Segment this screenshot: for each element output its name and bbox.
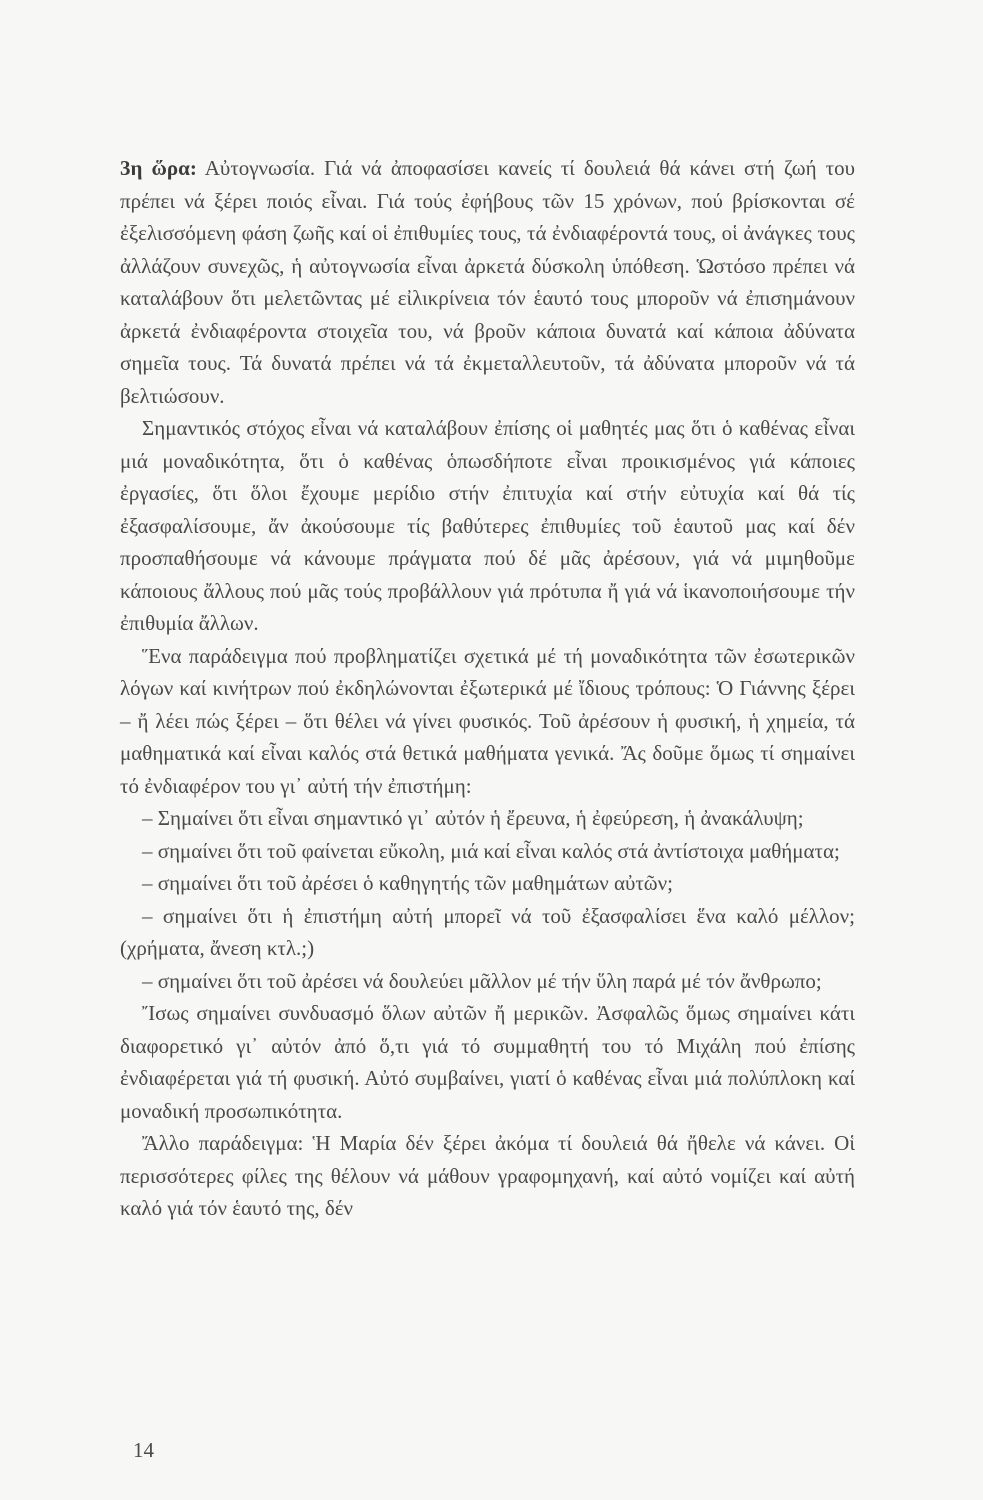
paragraph-4: Ἴσως σημαίνει συνδυασμό ὅλων αὐτῶν ἤ μερικῶν. Ἀσφαλῶς ὅμως σημαίνει κάτι διαφορετικό γι᾽ αὐτόν ἀπό ὅ,τι γιά τό συμμαθητή του τό Μιχάλη πού ἐπίσης ἐνδιαφέρεται γιά τή φυσική. Αὐτό συμβαίνει, γιατί ὁ καθένας εἶναι μιά πολύπλοκη καί μοναδική προσωπικότητα. (120, 1001, 855, 1123)
question-item-1: – Σημαίνει ὅτι εἶναι σημαντικό γι᾽ αὐτόν ἡ ἔρευνα, ἡ ἐφεύρεση, ἡ ἀνακάλυψη; (142, 806, 804, 830)
question-item-2: – σημαίνει ὅτι τοῦ φαίνεται εὔκολη, μιά καί εἶναι καλός στά ἀντίστοιχα μαθήματα; (142, 838, 840, 863)
paragraph-text: Αὐτογνωσία. Γιά νά ἀποφασίσει κανείς τί δουλειά θά κάνει στή ζωή του πρέπει νά ξέρει ποιός εἶναι. Γιά τούς ἐφήβους τῶν 15 χρόνων, πού βρίσκονται σέ ἐξελισσόμενη φάση ζωῆς καί οἱ ἐπιθυμίες τους, τά ἐνδιαφέροντά τους, οἱ ἀνάγκες τους ἀλλάζουν συνεχῶς, ἡ αὐτογνωσία εἶναι ἀρκετά δύσκολη ὑπόθεση. Ὡστόσο πρέπει νά καταλάβουν ὅτι μελετῶντας μέ εἰλικρίνεια τόν ἑαυτό τους μποροῦν νά ἐπισημάνουν ἀρκετά ἐνδιαφέροντα στοιχεῖα του, νά βροῦν κάποια δυνατά καί κάποια ἀδύνατα σημεῖα τους. Τά δυνατά πρέπει νά τά ἐκμεταλλευτοῦν, τά ἀδύνατα μποροῦν νά τά βελτιώσουν. (120, 156, 855, 408)
paragraph-3: Ἕνα παράδειγμα πού προβληματίζει σχετικά μέ τή μοναδικότητα τῶν ἐσωτερικῶν λόγων καί κινήτρων πού ἐκδηλώνονται ἐξωτερικά μέ ἴδιους τρόπους: Ὁ Γιάννης ξέρει – ἤ λέει πώς ξέρει – ὅτι θέλει νά γίνει φυσικός. Τοῦ ἀρέσουν ἡ φυσική, ἡ χημεία, τά μαθηματικά καί εἶναι καλός στά θετικά μαθήματα γενικά. Ἄς δοῦμε ὅμως τί σημαίνει τό ἐνδιαφέρον του γι᾽ αὐτή τήν ἐπιστήμη: (120, 643, 855, 798)
page-body-text (120, 152, 855, 1225)
question-item-4: – σημαίνει ὅτι ἡ ἐπιστήμη αὐτή μπορεῖ νά τοῦ ἐξασφαλίσει ἕνα καλό μέλλον; (χρήματα, ἄνεση κτλ.;) (120, 903, 855, 960)
page-number: 14 (133, 1438, 154, 1462)
paragraph-5: Ἄλλο παράδειγμα: Ἡ Μαρία δέν ξέρει ἀκόμα τί δουλειά θά ἤθελε νά κάνει. Οἱ περισσότερες φίλες της θέλουν νά μάθουν γραφομηχανή, καί αὐτό νομίζει καί αὐτή καλό γιά τόν ἑαυτό της, δέν (120, 1131, 855, 1220)
question-item-5: – σημαίνει ὅτι τοῦ ἀρέσει νά δουλεύει μᾶλλον μέ τήν ὕλη παρά μέ τόν ἄνθρωπο; (142, 968, 822, 993)
question-item-3: – σημαίνει ὅτι τοῦ ἀρέσει ὁ καθηγητής τῶν μαθημάτων αὐτῶν; (142, 871, 673, 895)
paragraph-1 (120, 152, 855, 412)
section-lead: 3η ὥρα: (120, 156, 197, 180)
paragraph-2: Σημαντικός στόχος εἶναι νά καταλάβουν ἐπίσης οἱ μαθητές μας ὅτι ὁ καθένας εἶναι μιά μοναδικότητα, ὅτι ὁ καθένας ὁπωσδήποτε εἶναι προικισμένος γιά κάποιες ἐργασίες, ὅτι ὅλοι ἔχουμε μερίδιο στήν ἐπιτυχία καί στήν εὐτυχία καί θά τίς ἐξασφαλίσουμε, ἄν ἀκούσουμε τίς βαθύτερες ἐπιθυμίες τοῦ ἑαυτοῦ μας καί δέν προσπαθήσουμε νά κάνουμε πράγματα πού δέ μᾶς ἀρέσουν, γιά νά μιμηθοῦμε κάποιους ἄλλους πού μᾶς τούς προβάλλουν γιά πρότυπα ἤ γιά νά ἱκανοποιήσουμε τήν ἐπιθυμία ἄλλων. (120, 416, 855, 635)
